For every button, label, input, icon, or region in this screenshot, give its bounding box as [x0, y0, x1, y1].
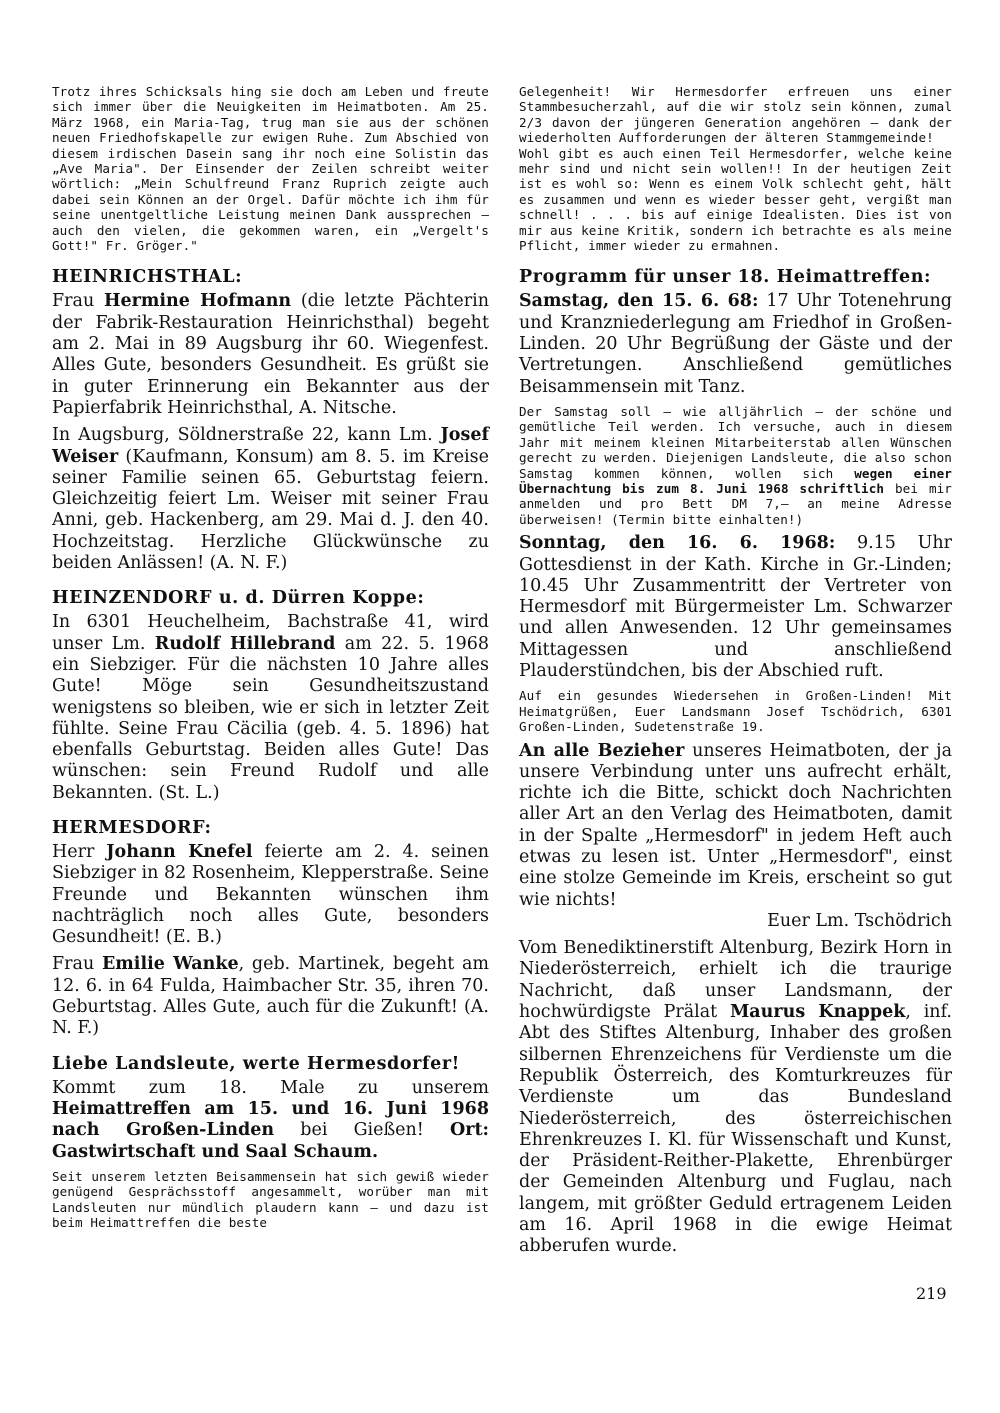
- heading-programm: Programm für unser 18. Heimattreffen:: [519, 267, 932, 288]
- left-column: [52, 84, 489, 1230]
- person-name: Hermine Hofmann: [103, 291, 292, 312]
- hermesdorf-paragraph-1: Herr Johann Knefel feierte am 2. 4. seinen Siebziger in 82 Rosenheim, Klepperstraße. Seine Freunde und Bekannten wünschen ihm nachträglich noch alles Gute, besonders Gesundheit! (E. B.): [52, 842, 489, 948]
- right-small-paragraph-2: Wohl gibt es auch einen Teil Hermesdorfer, welche keine mehr sind und nicht sein wollen!! In der heutigen Zeit ist es wohl so: Wenn es einem Volk schlecht geht, hält es zusammen und wenn es wieder besser geht, vergißt man schnell! . . . bis auf einige Idealisten. Dies ist von mir aus keine Kritik, sondern ich betrachte es als meine Pflicht, immer wieder zu ermahnen.: [519, 145, 952, 254]
- person-name: Rudolf Hillebrand: [154, 633, 336, 654]
- programm-saturday: Samstag, den 15. 6. 68: 17 Uhr Totenehrung und Kranzniederlegung am Friedhof in Großen-Linden. 20 Uhr Begrüßung der Gäste und der Vertretungen. Anschließend gemütliches Beisammensein mit Tanz.: [519, 291, 952, 397]
- sunday-label: Sonntag, den 16. 6. 1968:: [519, 533, 836, 554]
- bezieher-label: An alle Bezieher: [519, 740, 685, 761]
- heinzendorf-paragraph: In 6301 Heuchelheim, Bachstraße 41, wird unser Lm. Rudolf Hillebrand am 22. 5. 1968 ein Siebziger. Für die nächsten 10 Jahre alles Gute! Möge sein Gesundheitszustand wenigstens so bleiben, wie er sich in letzter Zeit fühlte. Seine Frau Cäcilia (geb. 4. 5. 1896) hat ebenfalls Geburtstag. Beiden alles Gute! Das wünschen: sein Freund Rudolf und alle Bekannten. (St. L.): [52, 612, 489, 803]
- right-small-paragraph-1: Gelegenheit! Wir Hermesdorfer erfreuen uns einer Stammbesucherzahl, auf die wir stolz sein können, zumal 2/3 davon der jüngeren Generation angehören — dank der wiederholten Aufforderungen der älteren Stammgemeinde!: [519, 84, 952, 146]
- programm-sunday: Sonntag, den 16. 6. 1968: 9.15 Uhr Gottesdienst in der Kath. Kirche in Gr.-Linden; 10.45 Uhr Zusammentritt der Vertreter von Hermesdorf mit Bürgermeister Lm. Schwarzer und allen Anwesenden. 12 Uhr gemeinsames Mittagessen und anschließend Plauderstündchen, bis der Abschied ruft.: [519, 533, 952, 681]
- altenburg-paragraph: Vom Benediktinerstift Altenburg, Bezirk Horn in Niederösterreich, erhielt ich die traurige Nachricht, daß unser Landsmann, der hochwürdigste Prälat Maurus Knappek, inf. Abt des Stiftes Altenburg, Inhaber des großen silbernen Ehrenzeichens für Verdienste um die Republik Österreich, des Komturkreuzes für Verdienste um das Bundesland Niederösterreich, des österreichischen Ehrenkreuzes I. Kl. für Wissenschaft und Kunst, der Präsident-Reither-Plakette, Ehrenbürger der Gemeinden Altenburg und Fuglau, nach langem, mit größter Geduld ertragenem Leiden am 16. April 1968 in die ewige Heimat abberufen wurde.: [519, 938, 952, 1257]
- bezieher-paragraph: An alle Bezieher unseres Heimatboten, der ja unsere Verbindung unter uns aufrecht erhält, richte ich die Bitte, schickt doch Nachrichten aller Art an den Verlag des Heimatboten, damit in der Spalte „Hermesdorf" in jedem Heft auch etwas zu lesen ist. Unter „Hermesdorf", einst eine stolze Gemeinde im Kreis, erscheint so gut wie nichts! Euer Lm. Tschödrich: [519, 740, 952, 931]
- programm-signature-note: Auf ein gesundes Wiedersehen in Großen-Linden! Mit Heimatgrüßen, Euer Landsmann Josef Tschödrich, 6301 Großen-Linden, Sudetenstraße 19.: [519, 688, 952, 735]
- liebe-small-paragraph: Seit unserem letzten Beisammensein hat sich gewiß wieder genügend Gesprächsstoff angesammelt, worüber man mit Landsleuten nur mündlich plaudern kann — und dazu ist beim Heimattreffen die beste: [52, 1168, 489, 1231]
- heading-liebe-landsleute: Liebe Landsleute, werte Hermesdorfer!: [52, 1053, 460, 1074]
- heinrichsthal-paragraph-1: Frau Hermine Hofmann (die letzte Pächterin der Fabrik-Restauration Heinrichsthal) begeht am 2. Mai in 89 Augsburg ihr 60. Wiegenfest. Alles Gute, besonders Gesundheit. Es grüßt sie in guter Erinnerung ein Bekannter aus der Papierfabrik Heinrichsthal, A. Nitsche.: [52, 291, 489, 418]
- heading-heinrichsthal: HEINRICHSTHAL:: [52, 267, 243, 288]
- page-number: 219: [916, 1284, 947, 1303]
- person-name: Emilie Wanke: [101, 954, 239, 975]
- intro-paragraph: Trotz ihres Schicksals hing sie doch am Leben und freute sich immer über die Neuigkeiten im Heimatboten. Am 25. März 1968, ein Maria-Tag, trug man sie aus der schönen neuen Friedhofskapelle zur ewigen Ruhe. Zum Abschied von diesem irdischen Dasein sang ihr noch eine Solistin das „Ave Maria". Der Einsender der Zeilen schreibt weiter wörtlich: „Mein Schulfreund Franz Ruprich zeigte auch dabei sein Können an der Orgel. Dafür möchte ich ihm für seine unentgeltliche Leistung meinen Dank aussprechen — auch den vielen, die gekommen waren, ein „Vergelt's Gott!" Fr. Gröger.": [52, 84, 489, 254]
- signature: Euer Lm. Tschödrich: [767, 910, 952, 931]
- person-name: Johann Knefel: [106, 842, 253, 862]
- heading-heinzendorf: HEINZENDORF u. d. Dürren Koppe:: [52, 588, 425, 609]
- hermesdorf-paragraph-2: Frau Emilie Wanke, geb. Martinek, begeht am 12. 6. in 64 Fulda, Haimbacher Str. 35, ihren 70. Geburtstag. Alles Gute, auch für die Zukunft! (A. N. F.): [52, 954, 490, 1039]
- person-name: Maurus Knappek: [729, 1002, 906, 1023]
- saturday-label: Samstag, den 15. 6. 68:: [519, 291, 759, 312]
- person-name: Josef Weiser: [52, 425, 489, 467]
- heinrichsthal-paragraph-2: In Augsburg, Söldnerstraße 22, kann Lm. Josef Weiser (Kaufmann, Konsum) am 8. 5. im Kreise seiner Familie seinen 65. Geburtstag feiern. Gleichzeitig feiert Lm. Weiser mit seiner Frau Anni, geb. Hackenberg, am 29. Mai d. J. den 40. Hochzeitstag. Herzliche Glückwünsche zu beiden Anlässen! (A. N. F.): [52, 425, 489, 574]
- heading-hermesdorf: HERMESDORF:: [52, 818, 212, 838]
- programm-saturday-note: Der Samstag soll — wie alljährlich — der schöne und gemütliche Teil werden. Ich versuche, auch in diesem Jahr mit meinem kleinen Mitarbeiterstab allen Wünschen gerecht zu werden. Diejenigen Landsleute, die also schon Samstag kommen können, wollen sich wegen einer Übernachtung bis zum 8. Juni 1968 schriftlich bei mir anmelden und pro Bett DM 7,— an meine Adresse überweisen! (Termin bitte einhalten!): [519, 403, 952, 527]
- right-column: [519, 84, 952, 1258]
- liebe-paragraph: Kommt zum 18. Male zu unserem Heimattreffen am 15. und 16. Juni 1968 nach Großen-Linden bei Gießen! Ort: Gastwirtschaft und Saal Schaum.: [52, 1077, 489, 1162]
